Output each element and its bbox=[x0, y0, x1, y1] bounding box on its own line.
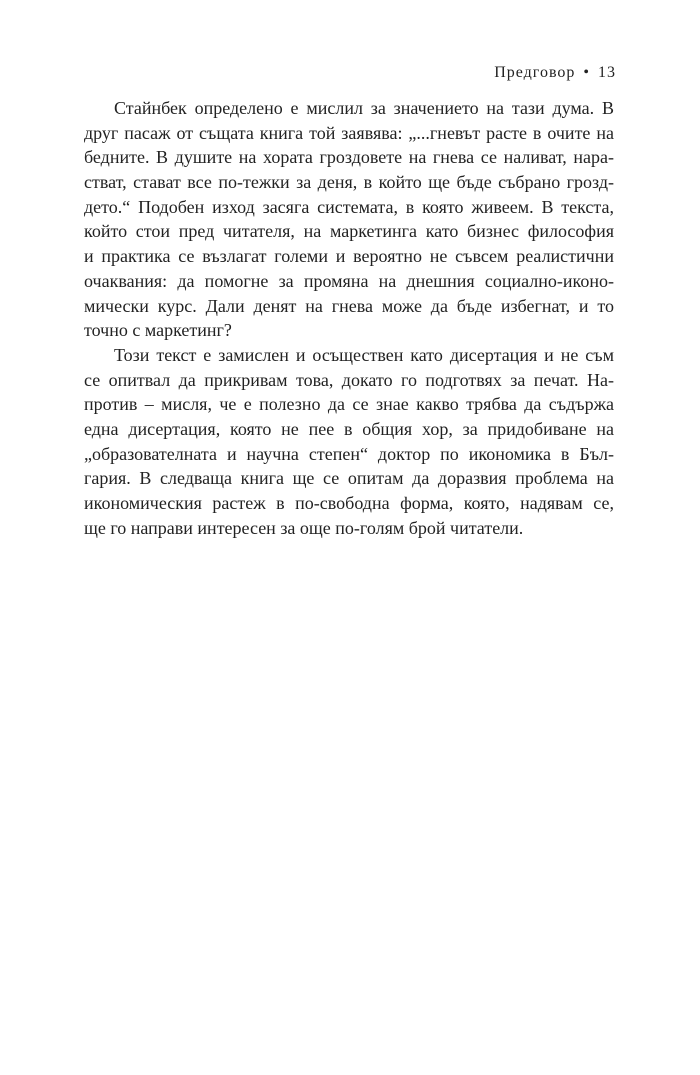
text-line: бедните. В душите на хората гроздовете на гнева се наливат, нара- bbox=[84, 147, 614, 168]
text-line: друг пасаж от същата книга той заявява: „...гневът расте в очите на bbox=[84, 122, 614, 143]
text-line: една дисертация, която не пее в общия хор, за придобиване на bbox=[84, 418, 614, 439]
text-line: против – мисля, че е полезно да се знае какво трябва да съдържа bbox=[84, 394, 614, 415]
text-line: Стайнбек определено е мислил за значението на тази дума. В bbox=[114, 98, 614, 118]
text-line: се опитвал да прикривам това, докато го подготвях за печат. На- bbox=[84, 369, 614, 390]
header-separator: • bbox=[583, 64, 590, 81]
page-number: 13 bbox=[598, 64, 616, 81]
text-line: мически курс. Дали денят на гнева може да бъде избегнат, и то bbox=[84, 295, 614, 316]
paragraph-2 bbox=[84, 343, 614, 541]
text-line: Този текст е замислен и осъществен като дисертация и не съм bbox=[114, 344, 614, 365]
text-line: който стои пред читателя, на маркетинга като бизнес философия bbox=[84, 221, 614, 242]
text-line: стват, стават все по-тежки за деня, в който ще бъде събрано грозд- bbox=[84, 172, 614, 193]
body-text bbox=[84, 96, 614, 540]
text-line: и практика се възлагат големи и вероятно не съвсем реалистични bbox=[84, 246, 614, 267]
text-line: „образователната и научна степен“ доктор по икономика в Бъл- bbox=[84, 443, 614, 464]
text-line: точно с маркетинг? bbox=[84, 320, 232, 341]
text-line: ще го направи интересен за още по-голям брой читатели. bbox=[84, 517, 524, 538]
running-head bbox=[494, 64, 616, 82]
text-line: дето.“ Подобен изход засяга системата, в която живеем. В текста, bbox=[84, 196, 614, 217]
chapter-title: Предговор bbox=[494, 64, 576, 81]
paragraph-1 bbox=[84, 96, 614, 343]
text-line: икономическия растеж в по-свободна форма, която, надявам се, bbox=[84, 493, 614, 513]
text-line: гария. В следваща книга ще се опитам да доразвия проблема на bbox=[84, 468, 614, 489]
text-line: очаквания: да помогне за промяна на днешния социално-иконо- bbox=[84, 270, 614, 291]
